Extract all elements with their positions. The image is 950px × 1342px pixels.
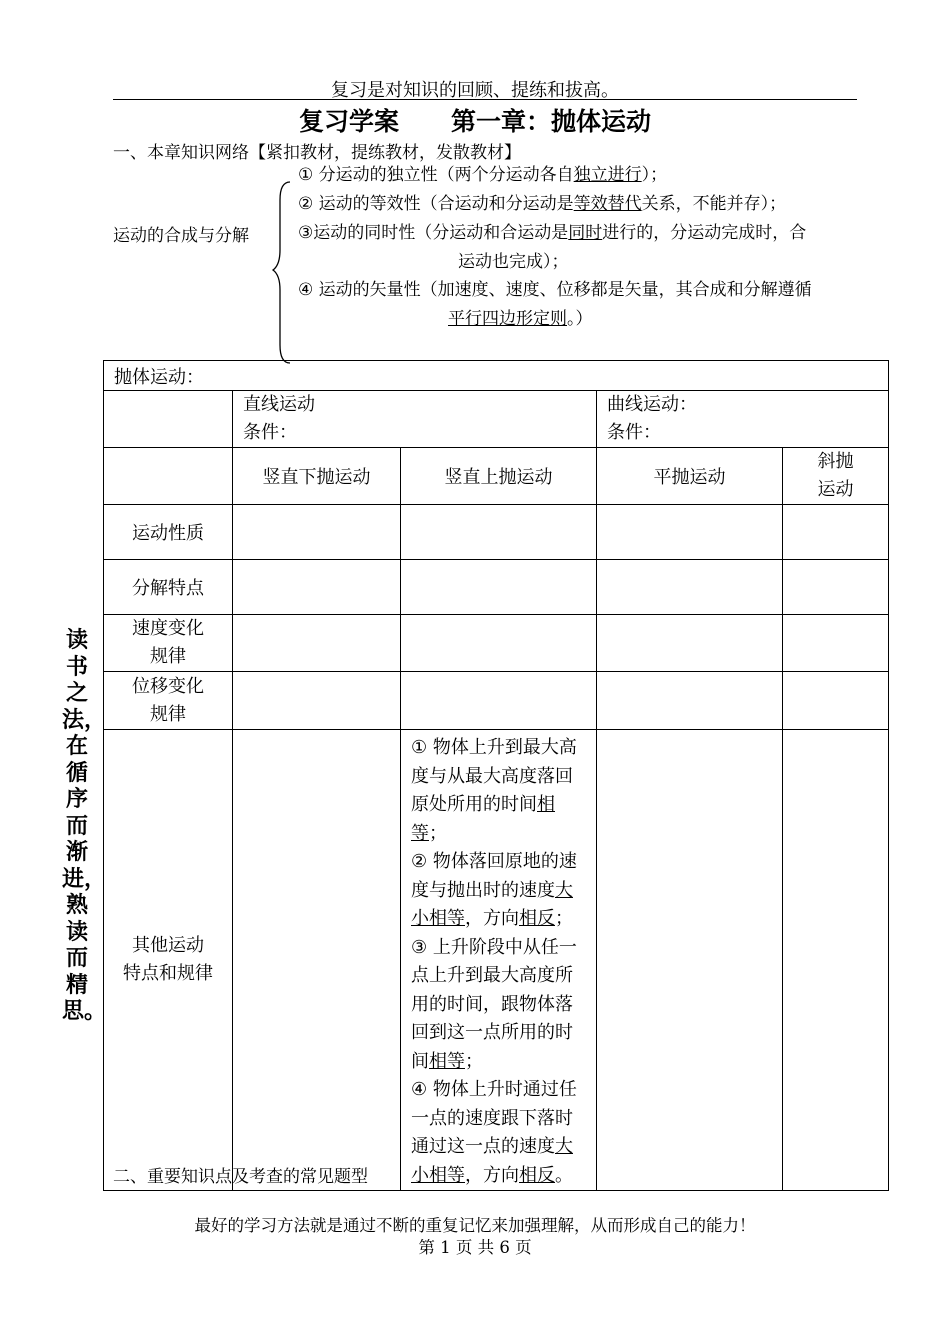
curve-motion-cell: 曲线运动： 条件： [597, 391, 889, 448]
table-cell [597, 560, 783, 615]
row-header-1: 运动性质 [104, 505, 233, 560]
col-header-2: 竖直上抛运动 [401, 448, 597, 505]
projectile-table [103, 360, 889, 1191]
network-item-3: ③运动的同时性（分运动和合运动是同时进行的，分运动完成时，合 [298, 223, 807, 243]
table-cell [597, 730, 783, 1191]
network-item-3-cont: 运动也完成）； [458, 252, 569, 272]
rule-note: ③ 上升阶段中从任一点上升到最大高度所用的时间，跟物体落回到这一点所用的时间相等； [411, 936, 577, 1072]
rules-notes-cell [401, 730, 597, 1191]
page-number: 第 1 页 共 6 页 [418, 1238, 532, 1257]
table-cell [783, 560, 889, 615]
table-cell [233, 730, 401, 1191]
empty-cell [104, 391, 233, 448]
table-cell [233, 560, 401, 615]
header-motto: 复习是对知识的回顾、提练和拔高。 [331, 80, 619, 101]
col-header-4: 斜抛 运动 [783, 448, 889, 505]
footer-motto: 最好的学习方法就是通过不断的重复记忆来加强理解，从而形成自己的能力！ [194, 1216, 756, 1235]
table-cell [401, 615, 597, 672]
table-cell [783, 730, 889, 1191]
rule-note: ① 物体上升到最大高度与从最大高度落回原处所用的时间相等； [411, 737, 577, 844]
network-item-1: ① 分运动的独立性（两个分运动各自独立进行）； [298, 165, 668, 185]
curly-brace-icon [270, 180, 294, 365]
row-header-2: 分解特点 [104, 560, 233, 615]
title-right: 第一章：抛体运动 [451, 107, 652, 136]
network-item-2: ② 运动的等效性（合运动和分运动是等效替代关系，不能并存）； [298, 194, 787, 214]
table-cell [597, 672, 783, 730]
table-cell [783, 505, 889, 560]
table-cell [401, 672, 597, 730]
table-cell [597, 505, 783, 560]
row-header-3: 速度变化 规律 [104, 615, 233, 672]
table-title: 抛体运动： [104, 361, 889, 391]
network-topic: 运动的合成与分解 [113, 226, 249, 246]
page-title [0, 102, 950, 138]
rule-note: ④ 物体上升时通过任一点的速度跟下落时通过这一点的速度大小相等，方向相反。 [411, 1079, 577, 1186]
empty-cell [104, 448, 233, 505]
table-cell [233, 505, 401, 560]
col-header-3: 平抛运动 [597, 448, 783, 505]
table-cell [401, 560, 597, 615]
table-cell [783, 672, 889, 730]
table-cell [783, 615, 889, 672]
row-header-4: 位移变化 规律 [104, 672, 233, 730]
section2-heading: 二、重要知识点及考查的常见题型 [113, 1167, 368, 1187]
header-divider [113, 99, 857, 100]
table-cell [597, 615, 783, 672]
table-cell [401, 505, 597, 560]
network-item-4-cont: 平行四边形定则。） [448, 309, 593, 329]
col-header-1: 竖直下抛运动 [233, 448, 401, 505]
side-motto: 读书之法，在循序而渐进，熟读而精思。 [62, 628, 107, 1024]
rule-note: ② 物体落回原地的速度与抛出时的速度大小相等，方向相反； [411, 851, 577, 929]
table-cell [233, 615, 401, 672]
straight-motion-cell: 直线运动 条件： [233, 391, 597, 448]
title-left: 复习学案 [298, 107, 399, 136]
network-item-4: ④ 运动的矢量性（加速度、速度、位移都是矢量，其合成和分解遵循 [298, 280, 812, 300]
table-cell [233, 672, 401, 730]
section1-heading: 一、本章知识网络【紧扣教材，提练教材，发散教材】 [113, 143, 521, 163]
row-header-5: 其他运动 特点和规律 [104, 730, 233, 1191]
